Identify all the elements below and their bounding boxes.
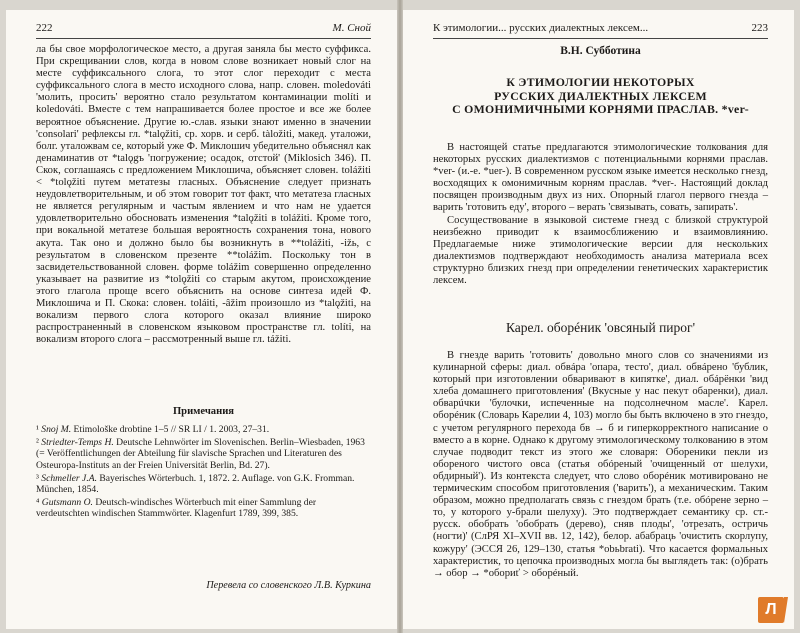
body-paragraph: Сосуществование в языковой системе гнезд с близкой структурой неизбежно приводит к взаимосближению и взаимовлиянию. Предлагаемые ниже этимологические версии для нескольких диалектизмов подтверждают необходимость анализа материала всех структурно близких гнезд при определении генетических характеристик лексем. xyxy=(433,214,768,287)
note-author: Gutsmann O. xyxy=(41,497,93,509)
title-line: РУССКИХ ДИАЛЕКТНЫХ ЛЕКСЕМ xyxy=(494,88,707,103)
translator-credit: Перевела со словенского Л.В. Куркина xyxy=(206,580,371,591)
note-text: Deutsch-windisches Wörterbuch mit einer Sammlung der verdeutschten windischen Stammwörter. Klagenfurt 1789, 399, 385. xyxy=(36,497,317,520)
section-heading: Карел. обоpéник 'овсяный пирог' xyxy=(505,320,696,335)
page-number: 223 xyxy=(751,22,768,34)
note-item: ³ Schmeller J.A. Bayerisches Wörterbuch. 1, 1872. 2. Auflage. von G.K. Fromman. München, 1854. xyxy=(36,472,355,496)
section-text xyxy=(433,350,768,580)
note-item: ¹ Snoj M. Etimološke drobtine 1–5 // SR LI / 1. 2003, 27–31. xyxy=(36,424,270,435)
running-head: К этимологии... русских диалектных лексем... xyxy=(433,22,649,34)
left-running-header xyxy=(36,22,371,39)
right-page xyxy=(403,10,794,629)
running-head: М. Сной xyxy=(332,22,371,34)
title-line: К ЭТИМОЛОГИИ НЕКОТОРЫХ xyxy=(506,75,695,89)
note-item: ⁴ Gutsmann O. Deutsch-windisches Wörterbuch mit einer Sammlung der verdeutschten windischen Stammwörter. Klagenfurt 1789, 399, 385. xyxy=(36,497,317,520)
page-number: 222 xyxy=(36,22,53,34)
article-title xyxy=(433,76,768,117)
body-paragraph: В настоящей статье предлагаются этимологические толкования для некоторых русских диалектизмов с потенциальными корнями праслав. *ver- (и.-е. *uer-). В современном русском языке имеется несколько гнезд, восходящих к омонимичным корням праслав. *ver-. Настоящий доклад посвящен производным двух из них. Опорный глагол первого гнезда – варить 'готовить еду', второго – верать 'связывать, совать, запирать'. xyxy=(433,142,768,214)
publisher-logo: Л xyxy=(758,597,784,623)
notes-list xyxy=(36,424,371,522)
left-page xyxy=(6,10,397,629)
note-item: ² Striedter-Temps H. Deutsche Lehnwörter im Slovenischen. Berlin–Wiesbaden, 1963 (= Veröffentlichungen der Abteilung für slavische Sprachen und Literaturen des Osteuropa-Instituts an der Freien Universität Berlin, Bd. 27). xyxy=(36,437,365,471)
note-author: Striedter-Temps H. xyxy=(41,437,114,449)
note-text: Bayerisches Wörterbuch. 1, 1872. 2. Auflage. von G.K. Fromman. München, 1854. xyxy=(36,472,355,496)
note-author: Schmeller J.A. xyxy=(41,472,97,484)
body-paragraph: В гнезде варить 'готовить' довольно много слов со значениями из кулинарной сферы: диал. обвáра 'опара, тесто', диал. обвáрено 'бублик, который при изготовлении обваривают в кипятке', диал. обáрёнки 'вид хлеба домашнего приготовления' (Вкусные у нас пекут обаренки), диал. обварúчки 'булочки, испеченные на подсолнечном масле'. Карел. обоpéник (Словарь Карелии 4, 103) могло бы быть включено в это гнездо, с учетом регулярного перехода бв → б и гиперкорректного написание о вместо а в корне. Однако к другому этимологическому толкованию в этом случае подводит текст из этого же словаря: Обореники пекли из обореного чистого овса (статья обóреный 'очищенный от шелухи, обдирный'). Из контекста следует, что слово обоpéник мотивировано не термическим способом приготовления ('варить'), а механическим. Таким образом, можно предполагать связь с гнездом брать (т.е. обóрене зерно – то, у которого у-брали шелуху). Это подтверждает семантику ср. ст.-русск. обобрать 'обобрать (дерево), сняв плоды', 'отрезать, остричь (ногти)' (СлРЯ XI–XVII вв. 12, 142), белор. абабраць 'очистить скорлупу, кожуру' (ЭССЯ 26, 129–130, статья *obьbrati). Что касается формальных характеристик, то цепочка производных могла бы выглядеть так: (о)брать → обор → *обориť > обоpéный. xyxy=(433,350,768,579)
left-body-text xyxy=(36,44,371,346)
notes-title: Примечания xyxy=(172,406,235,417)
title-line: С ОМОНИМИЧНЫМИ КОРНЯМИ ПРАСЛАВ. *ver- xyxy=(452,102,749,117)
article-author: В.Н. Субботина xyxy=(560,45,641,57)
intro-text xyxy=(433,142,768,287)
note-author: Snoj M. xyxy=(41,424,72,435)
note-text: Deutsche Lehnwörter im Slovenischen. Berlin–Wiesbaden, 1963 (= Veröffentlichungen der Abteilung für slavische Sprachen und Literaturen des Osteuropa-Instituts an der Freien Universität Berlin, Bd. 27). xyxy=(36,437,365,471)
right-running-header xyxy=(433,22,768,39)
note-text: Etimološke drobtine 1–5 // SR LI / 1. 2003, 27–31. xyxy=(71,424,270,435)
body-paragraph: ла бы свое морфологическое место, а другая заняла бы место суффикса. При скрещивании слов, когда в новом слове возникает новый слог на месте суффиксального слога, то этот слог переходит с места суффиксального слога в место исходного слова, напр. словен. moledováti 'молить, просить' вероятно стало результатом контаминации molíti и koledováti. Вместе с тем напрашивается более простое и все же более вероятное объяснение. Другие ю.-слав. языки знают именно в значении 'consolari' рефлексы гл. *talǫžiti, ср. хорв. и серб. tàložiti, макед. уталожи, болг. уталожвам се, который уже Ф. Миклошич убедительно объяснял как денаминатив от *talǫgъ 'погружение; осадок, отстой' (Miklosich 346). П. Скок, соглашаясь с предложением Миклошича, объясняет словен. tolážiti < *tolǫžiti путем метатезы гласных. Объяснение следует признать неудовлетворительным, и об этом говорит тот факт, что метатеза гласных не является регулярным и частым явлением и что нам не удается удовлетворительно обосновать изменения *talǫžiti в tolážiti. Кроме того, при вокальной метатезе большая вероятность сохранения тона, нового акута. Так оно и должно было бы возникнуть в **tolážiti, -ižь, с результатом в словенском презенте **tolážim. Поскольку тон в засвидетельствованной словен. форме tolážim совершенно определенно указывает на развитие из *tolǫžiti со старым акутом, происхождение этого глагола проще всего объяснить на основе синтеза идей Ф. Миклошича и П. Скока: словен. toláiti, -âžim произошло из *talǫžiti, на вокализм первого слога которого оказал влияние широко распространенный в словенском языковом пространстве гл. tolíti, на вокализм второго слога – рассмотренный выше гл. tážiti. xyxy=(36,44,371,346)
